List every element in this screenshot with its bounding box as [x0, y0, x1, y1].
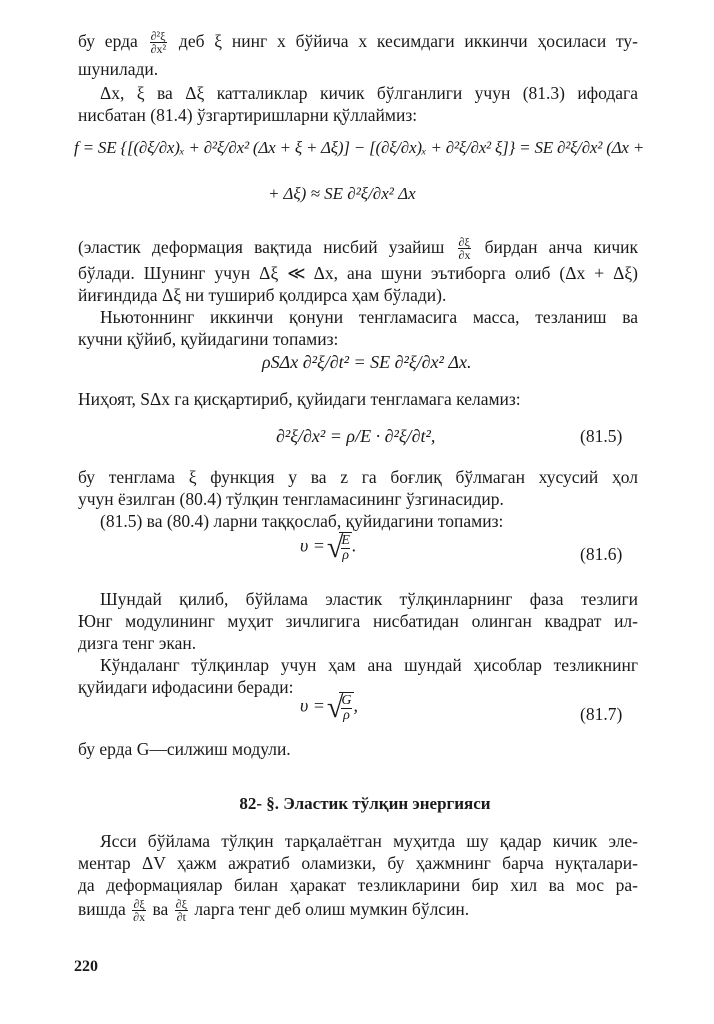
text-line: Ясси бўйлама тўлқин тарқалаётган муҳитда шу қадар кичик эле- — [100, 831, 638, 851]
fraction: $\frac{G}{\rho}$ — [341, 693, 352, 723]
equation-number: (81.6) — [580, 544, 623, 564]
text-line: Шундай қилиб, бўйлама эластик тўлқинларнинг фаза тезлиги — [100, 589, 638, 609]
text-line: йиғиндида Δξ ни тушириб қолдирса ҳам бўлади). — [78, 285, 447, 305]
text-line: учун ёзилган (80.4) тўлқин тенгламасининг ўзгинасидир. — [78, 489, 504, 509]
equation-81-4-line-2: + Δξ) ≈ SE ∂²ξ/∂x² Δx — [268, 184, 416, 203]
fraction: $\frac{\partial\xi}{\partial t}$ — [175, 897, 187, 925]
text-line: да деформациялар билан ҳаракат тезликларини бир хил ва мос ра- — [78, 875, 638, 895]
text-line: нисбатан (81.4) ўзгартиришларни қўллаймиз: — [78, 105, 418, 125]
fraction: $\frac{\partial\xi}{\partial x}$ — [458, 235, 471, 263]
text-line: Δx, ξ ва Δξ катталиклар кичик бўлганлиги учун (81.3) ифодага — [100, 83, 638, 103]
equation-81-5: ∂²ξ/∂x² = ρ/E · ∂²ξ/∂t², — [276, 426, 436, 446]
text-line: вишда $\frac{\partial\xi}{\partial x}$ ва $\frac{\partial\xi}{\partial t}$ ларга тенг деб олиш мумкин бўлсин. — [78, 897, 470, 925]
equation-newton: ρSΔx ∂²ξ/∂t² = SE ∂²ξ/∂x² Δx. — [262, 352, 472, 372]
equation-number: (81.7) — [580, 704, 623, 724]
text-line: ментар ΔV ҳажм ажратиб оламизки, бу ҳажмнинг барча нуқталари- — [78, 853, 638, 873]
equation-81-7: υ =√ $\frac{G}{\rho}$ , — [300, 690, 359, 724]
section-heading: 82- §. Эластик тўлқин энергияси — [239, 794, 491, 813]
text-line: бу ерда $\frac{\text{∂²ξ}}{\text{∂x²}}$ деб ξ нинг x бўйича x кесимдаги иккинчи ҳосиласи ту- — [78, 29, 638, 57]
text-line: дизга тенг экан. — [78, 633, 197, 653]
fraction: $\frac{\text{∂²ξ}}{\text{∂x²}}$ — [150, 29, 167, 57]
sqrt-sign: √ — [326, 530, 344, 564]
text-line: қуйидаги ифодасини беради: — [78, 677, 294, 697]
equation-81-4-line-1: f = SE {[(∂ξ/∂x)ₓ + ∂²ξ/∂x² (Δx + ξ + Δξ)] − [(∂ξ/∂x)ₓ + ∂²ξ/∂x² ξ]} = SE ∂²ξ/∂x² (Δx + — [74, 138, 645, 157]
text-line: Ниҳоят, SΔx га қисқартириб, қуйидаги тенгламага келамиз: — [78, 389, 521, 409]
text-line: шунилади. — [78, 59, 159, 79]
text-line: бу тенглама ξ функция y ва z га боғлиқ бўлмаган хусусий ҳол — [78, 467, 638, 487]
fraction: $\frac{\partial\xi}{\partial x}$ — [133, 897, 146, 925]
text-line: Ньютоннинг иккинчи қонуни тенгламасига масса, тезланиш ва — [100, 307, 638, 327]
equation-number: (81.5) — [580, 426, 623, 446]
fraction: $\frac{E}{\rho}$ — [341, 533, 350, 563]
page-number: 220 — [74, 958, 98, 975]
text-line: кучни қўйиб, қуйидагини топамиз: — [78, 329, 339, 349]
text-line: (81.5) ва (80.4) ларни таққослаб, қуйидагини топамиз: — [100, 511, 504, 531]
text-line: Кўндаланг тўлқинлар учун ҳам ана шундай ҳисоблар тезликнинг — [100, 655, 638, 675]
text-line: Юнг модулининг муҳит зичлигига нисбатидан олинган квадрат ил- — [78, 611, 638, 631]
equation-81-6: υ =√ $\frac{E}{\rho}$ . — [300, 530, 357, 564]
text-line: бўлади. Шунинг учун Δξ ≪ Δx, ана шуни эътиборга олиб (Δx + Δξ) — [78, 263, 638, 283]
text-line: бу ерда G—силжиш модули. — [78, 739, 291, 759]
sqrt-sign: √ — [326, 690, 344, 724]
text-line: (эластик деформация вақтида нисбий узайиш $\frac{\partial\xi}{\partial x}$ бирдан анча кичик — [78, 235, 639, 263]
